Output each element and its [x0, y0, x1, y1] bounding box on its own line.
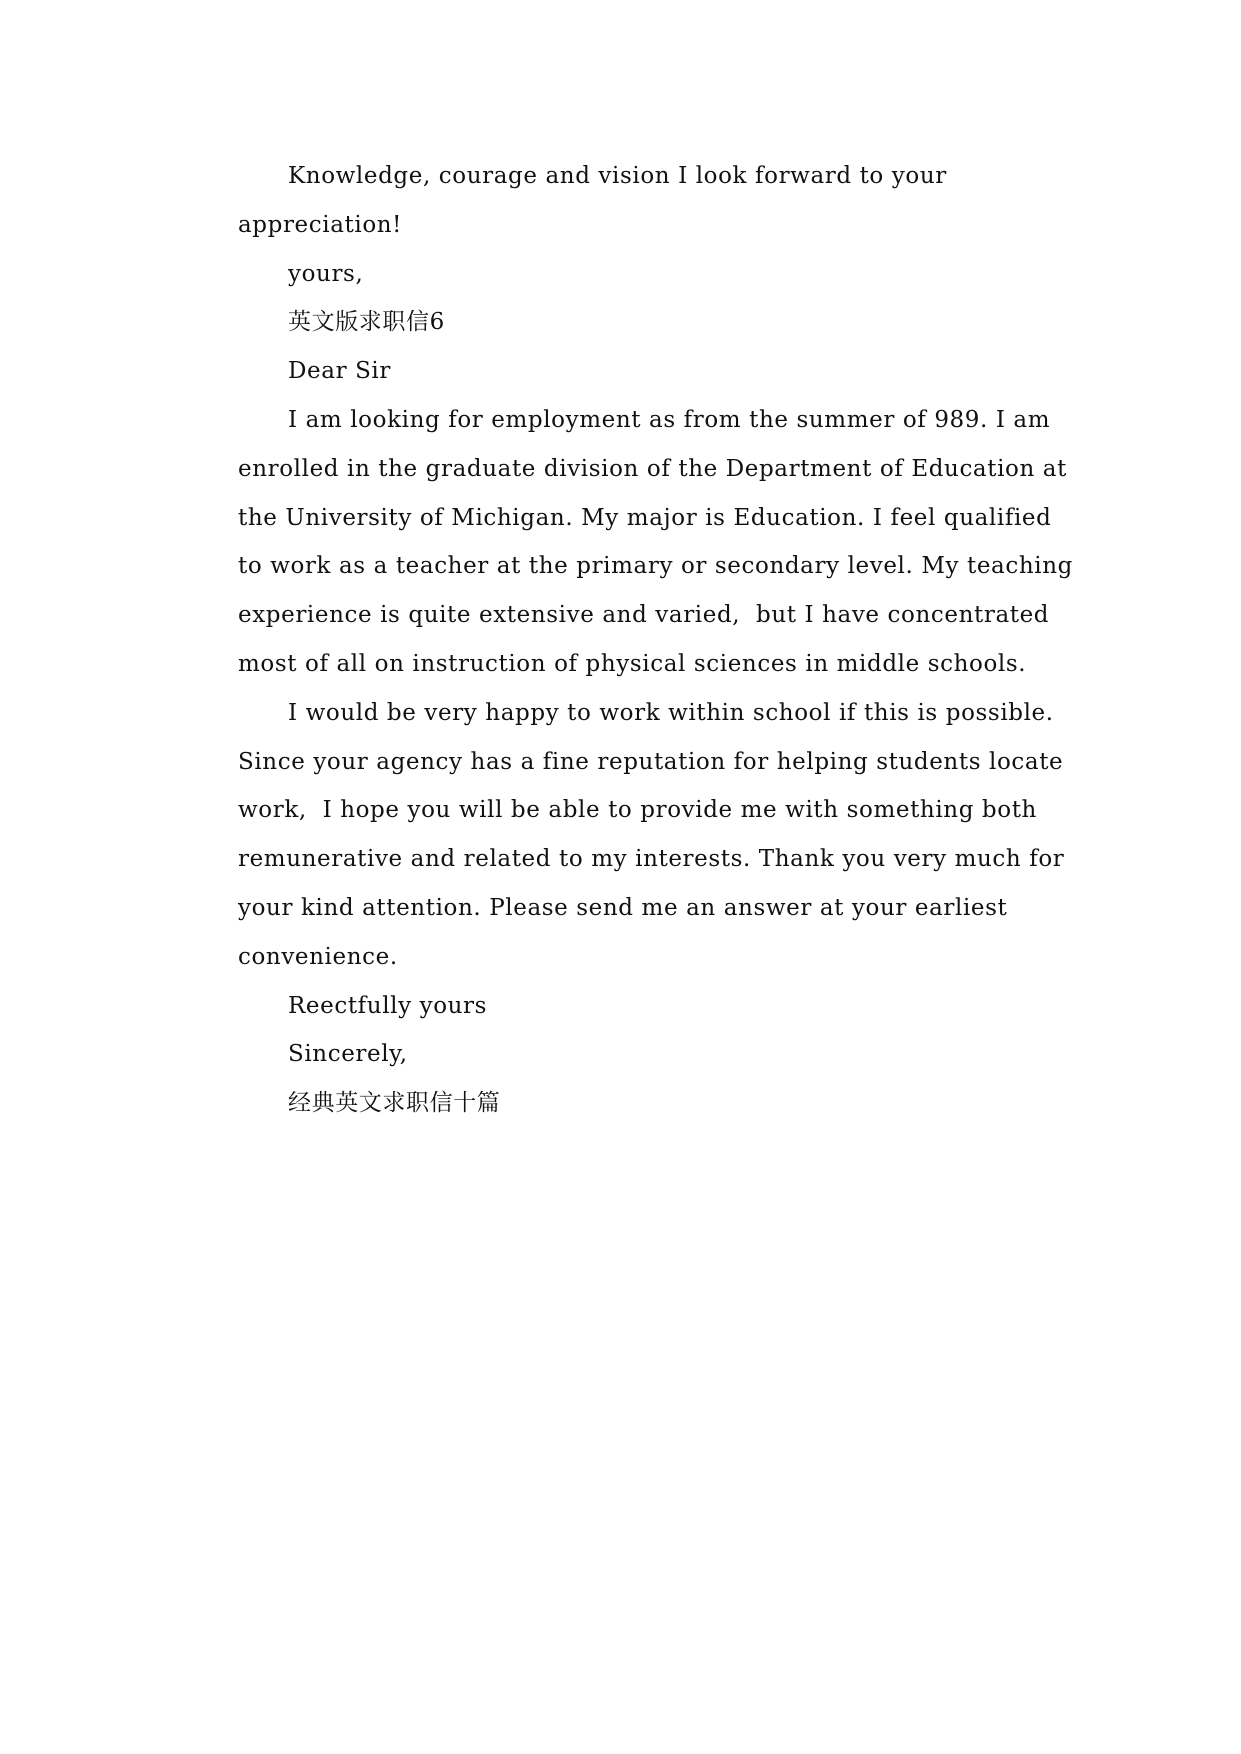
section-heading	[188, 298, 1048, 347]
complimentary-close	[188, 982, 1048, 1031]
text-line: I would be very happy to work within school if this is possible.	[288, 699, 1054, 726]
document-body	[188, 152, 1073, 1128]
text-line: most of all on instruction of physical sciences in middle schools.	[238, 650, 1027, 677]
signature-line	[188, 1030, 1048, 1079]
text-line: enrolled in the graduate division of the Department of Education at	[238, 455, 1067, 482]
text-line: I am looking for employment as from the summer of 989. I am	[288, 406, 1051, 433]
salutation	[188, 347, 1048, 396]
text-line: convenience.	[238, 943, 398, 970]
text-line: Knowledge, courage and vision I look forward to your	[288, 163, 947, 189]
text-line: experience is quite extensive and varied, but I have concentrated	[238, 602, 1050, 629]
text-line: yours,	[288, 260, 364, 287]
body-paragraph-2	[188, 689, 1065, 982]
text-line: Reectfully yours	[288, 992, 488, 1019]
text-line: Sincerely,	[288, 1041, 408, 1068]
footer-text: 经典英文求职信十篇	[288, 1090, 501, 1117]
footer-title	[188, 1079, 1048, 1128]
body-paragraph-1	[188, 396, 1073, 689]
text-line: remunerative and related to my interests. Thank you very much for	[238, 846, 1065, 873]
text-line: your kind attention. Please send me an answer at your earliest	[238, 894, 1008, 921]
text-line: Dear Sir	[288, 358, 391, 385]
text-line: Since your agency has a fine reputation for helping students locate	[238, 748, 1064, 775]
text-line: appreciation!	[238, 211, 403, 238]
closing-paragraph	[188, 152, 1048, 250]
text-line: work, I hope you will be able to provide me with something both	[238, 797, 1037, 824]
sign-off	[188, 250, 1048, 299]
text-line: to work as a teacher at the primary or secondary level. My teaching	[238, 553, 1073, 580]
text-line: the University of Michigan. My major is Education. I feel qualified	[238, 504, 1052, 531]
heading-text: 英文版求职信6	[288, 309, 445, 336]
